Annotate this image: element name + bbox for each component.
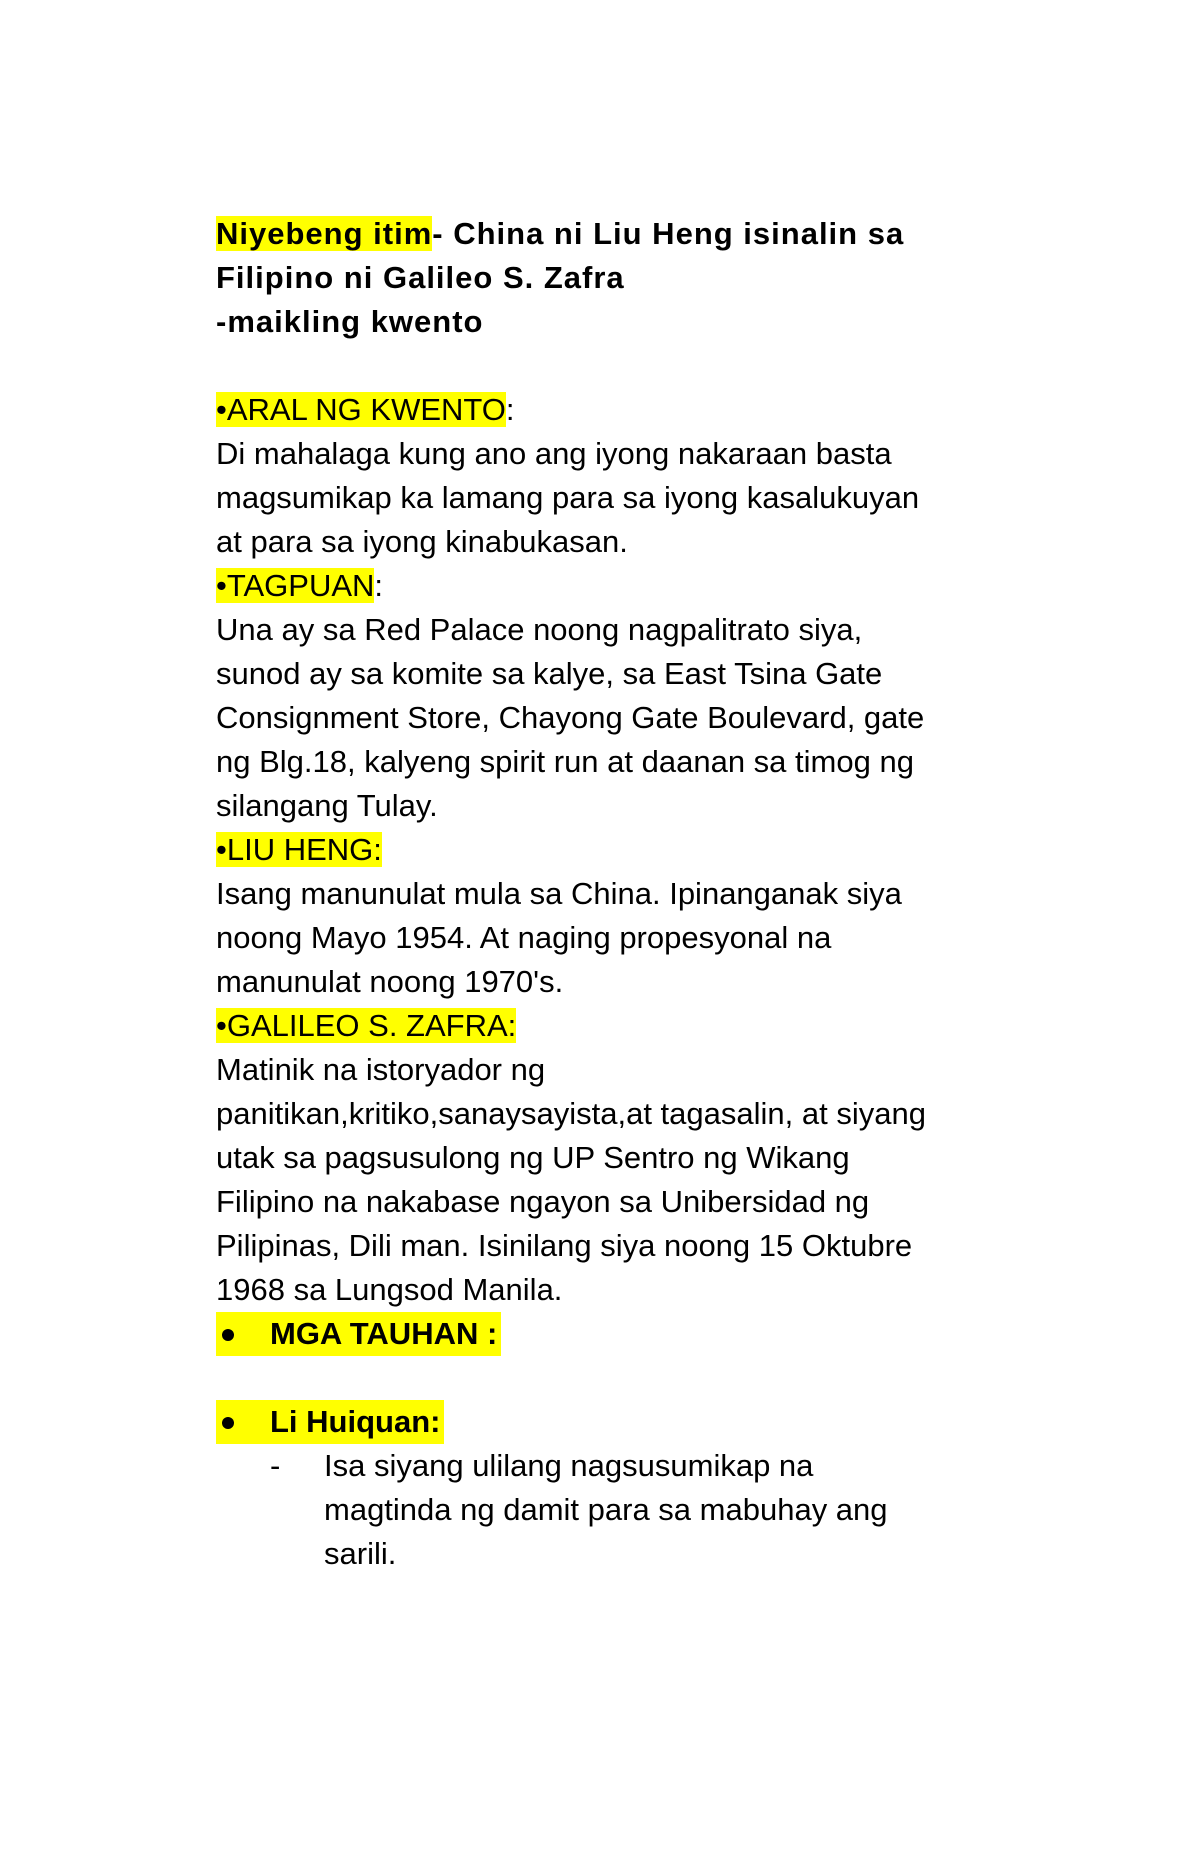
zafra-line: 1968 sa Lungsod Manila.	[216, 1272, 563, 1307]
dash-item-line: magtinda ng damit para sa mabuhay ang	[324, 1492, 888, 1527]
aral-heading-mark: •ARAL NG KWENTO	[216, 392, 506, 427]
aral-heading	[216, 388, 1006, 432]
bullet-label-li-huiquan: Li Huiquan:	[270, 1404, 441, 1439]
dash-marker: -	[270, 1448, 281, 1483]
zafra-heading-mark: •GALILEO S. ZAFRA:	[216, 1008, 517, 1043]
aral-line: at para sa iyong kinabukasan.	[216, 524, 628, 559]
bullet-item-li-huiquan	[216, 1400, 1006, 1444]
aral-line: magsumikap ka lamang para sa iyong kasalukuyan	[216, 480, 920, 515]
bullet-highlight	[216, 1400, 444, 1444]
zafra-line: panitikan,kritiko,sanaysayista,at tagasalin, at siyang	[216, 1096, 926, 1131]
spacer	[216, 344, 1006, 388]
title-rest: - China ni Liu Heng isinalin sa	[432, 216, 905, 251]
liu-heading	[216, 828, 1006, 872]
tagpuan-line: ng Blg.18, kalyeng spirit run at daanan sa timog ng	[216, 744, 914, 779]
zafra-line: Matinik na istoryador ng	[216, 1052, 546, 1087]
liu-heading-mark: •LIU HENG:	[216, 832, 382, 867]
liu-line: manunulat noong 1970's.	[216, 964, 564, 999]
zafra-heading	[216, 1004, 1006, 1048]
bullet-label-tauhan: MGA TAUHAN :	[270, 1316, 498, 1351]
title-highlight: Niyebeng itim	[216, 216, 433, 251]
tagpuan-line: Consignment Store, Chayong Gate Boulevard, gate	[216, 700, 925, 735]
bullet-dot-icon	[222, 1329, 234, 1341]
dash-item-line: sarili.	[324, 1536, 397, 1571]
title-line-1	[216, 212, 1006, 256]
tagpuan-line: silangang Tulay.	[216, 788, 438, 823]
tagpuan-heading-mark: •TAGPUAN	[216, 568, 375, 603]
tagpuan-line: Una ay sa Red Palace noong nagpalitrato siya,	[216, 612, 863, 647]
zafra-line: Pilipinas, Dili man. Isinilang siya noong 15 Oktubre	[216, 1228, 913, 1263]
document-page	[216, 212, 1006, 1576]
dash-item-line: Isa siyang ulilang nagsusumikap na	[324, 1448, 814, 1483]
title-line-2: Filipino ni Galileo S. Zafra	[216, 260, 625, 295]
tagpuan-heading	[216, 564, 1006, 608]
title-line-3: -maikling kwento	[216, 304, 484, 339]
zafra-line: utak sa pagsusulong ng UP Sentro ng Wikang	[216, 1140, 850, 1175]
bullet-item-tauhan	[216, 1312, 1006, 1356]
aral-line: Di mahalaga kung ano ang iyong nakaraan basta	[216, 436, 892, 471]
zafra-line: Filipino na nakabase ngayon sa Unibersidad ng	[216, 1184, 870, 1219]
dash-list-item	[216, 1444, 1006, 1576]
bullet-dot-icon	[222, 1417, 234, 1429]
liu-line: Isang manunulat mula sa China. Ipinanganak siya	[216, 876, 902, 911]
dash-item-text	[324, 1444, 964, 1576]
aral-heading-tail: :	[505, 392, 515, 427]
spacer	[216, 1356, 1006, 1400]
tagpuan-line: sunod ay sa komite sa kalye, sa East Tsina Gate	[216, 656, 883, 691]
tagpuan-heading-tail: :	[374, 568, 384, 603]
bullet-highlight	[216, 1312, 501, 1356]
liu-line: noong Mayo 1954. At naging propesyonal na	[216, 920, 832, 955]
